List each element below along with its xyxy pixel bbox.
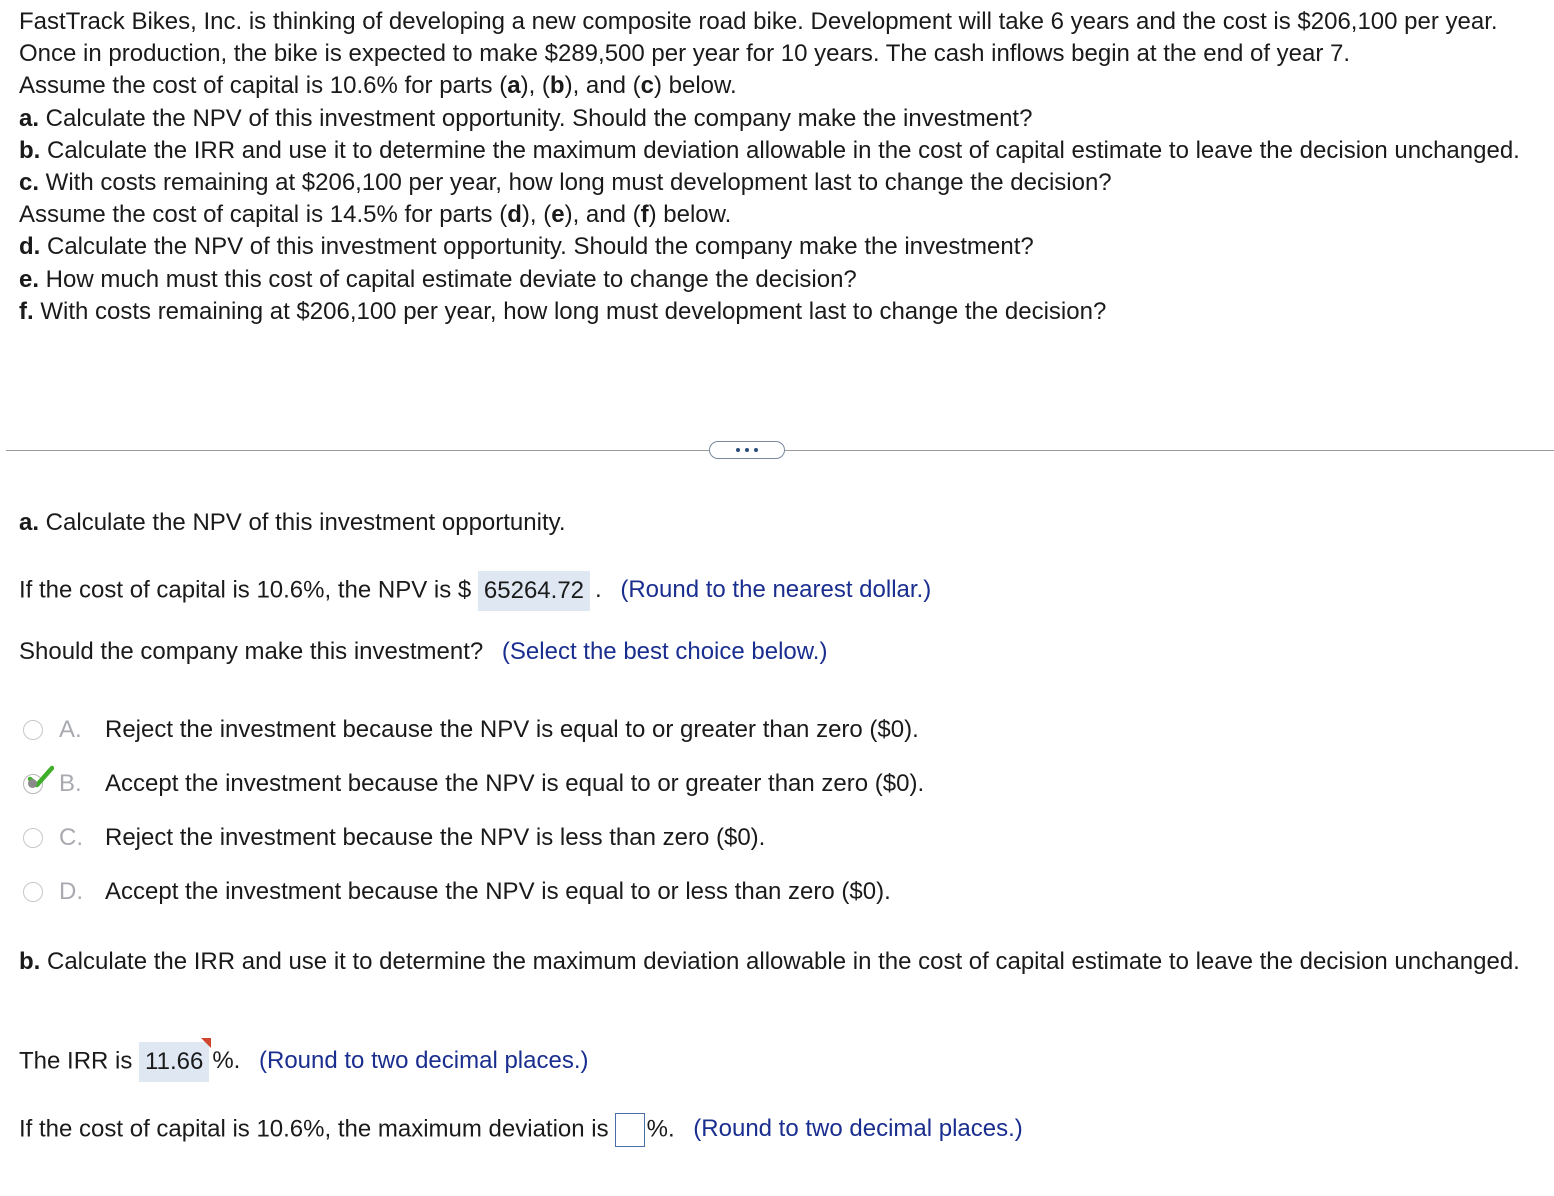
radio-choice-c[interactable] [23,828,43,848]
npv-hint: (Round to the nearest dollar.) [620,576,932,604]
question-c: c. With costs remaining at $206,100 per year, how long must development last to change the decision? [19,169,1112,197]
irr-hint: (Round to two decimal places.) [259,1047,589,1075]
radio-choice-b[interactable] [23,774,43,794]
radio-choice-a[interactable] [23,720,43,740]
npv-answer-input[interactable]: 65264.72 [478,571,590,611]
radio-choice-d[interactable] [23,882,43,902]
choice-d[interactable]: D. Accept the investment because the NPV is equal to or less than zero ($0). [23,876,891,908]
assume-line-2: Assume the cost of capital is 14.5% for parts (d), (e), and (f) below. [19,201,732,229]
ellipsis-icon [736,448,740,452]
checkmark-icon [28,765,54,791]
part-a-heading: a. Calculate the NPV of this investment opportunity. [19,509,566,536]
deviation-answer-input[interactable] [615,1113,645,1147]
expand-more-button[interactable] [709,441,785,459]
invest-hint: (Select the best choice below.) [501,638,828,665]
question-b: b. Calculate the IRR and use it to determine the maximum deviation allowable in the cost of capital estimate to leave the decision unchanged. [19,136,1520,164]
choice-b[interactable]: B. Accept the investment because the NPV is equal to or greater than zero ($0). [23,768,924,800]
irr-line: The IRR is 11.66 %. (Round to two decimal places.) [19,1042,588,1082]
question-e: e. How much must this cost of capital estimate deviate to change the decision? [19,265,857,293]
choice-a[interactable]: A. Reject the investment because the NPV is equal to or greater than zero ($0). [23,714,919,746]
question-f: f. With costs remaining at $206,100 per year, how long must development last to change the decision? [19,297,1107,325]
deviation-hint: (Round to two decimal places.) [693,1115,1023,1143]
choice-c[interactable]: C. Reject the investment because the NPV is less than zero ($0). [23,822,765,854]
problem-intro: FastTrack Bikes, Inc. is thinking of developing a new composite road bike. Development will take 6 years and the cost is $206,100 per year. Once in production, the bike is expected to make $289,500 per year for 10 years. The cash inflows begin at the end of year 7. [19,8,1498,68]
incorrect-flag-icon [201,1038,211,1048]
deviation-line: If the cost of capital is 10.6%, the maximum deviation is %. (Round to two decimal places.) [19,1113,1023,1147]
npv-line: If the cost of capital is 10.6%, the NPV is $ 65264.72 . (Round to the nearest dollar.) [19,571,931,611]
part-b-heading: b. Calculate the IRR and use it to determine the maximum deviation allowable in the cost of capital estimate to leave the decision unchanged. [19,948,1520,975]
problem-statement [19,6,1539,328]
assume-line-1: Assume the cost of capital is 10.6% for parts (a), (b), and (c) below. [19,72,737,100]
invest-question: Should the company make this investment? (Select the best choice below.) [19,638,828,665]
irr-answer-input[interactable]: 11.66 [139,1042,209,1082]
question-d: d. Calculate the NPV of this investment opportunity. Should the company make the investment? [19,233,1034,261]
question-a: a. Calculate the NPV of this investment opportunity. Should the company make the investment? [19,104,1033,132]
